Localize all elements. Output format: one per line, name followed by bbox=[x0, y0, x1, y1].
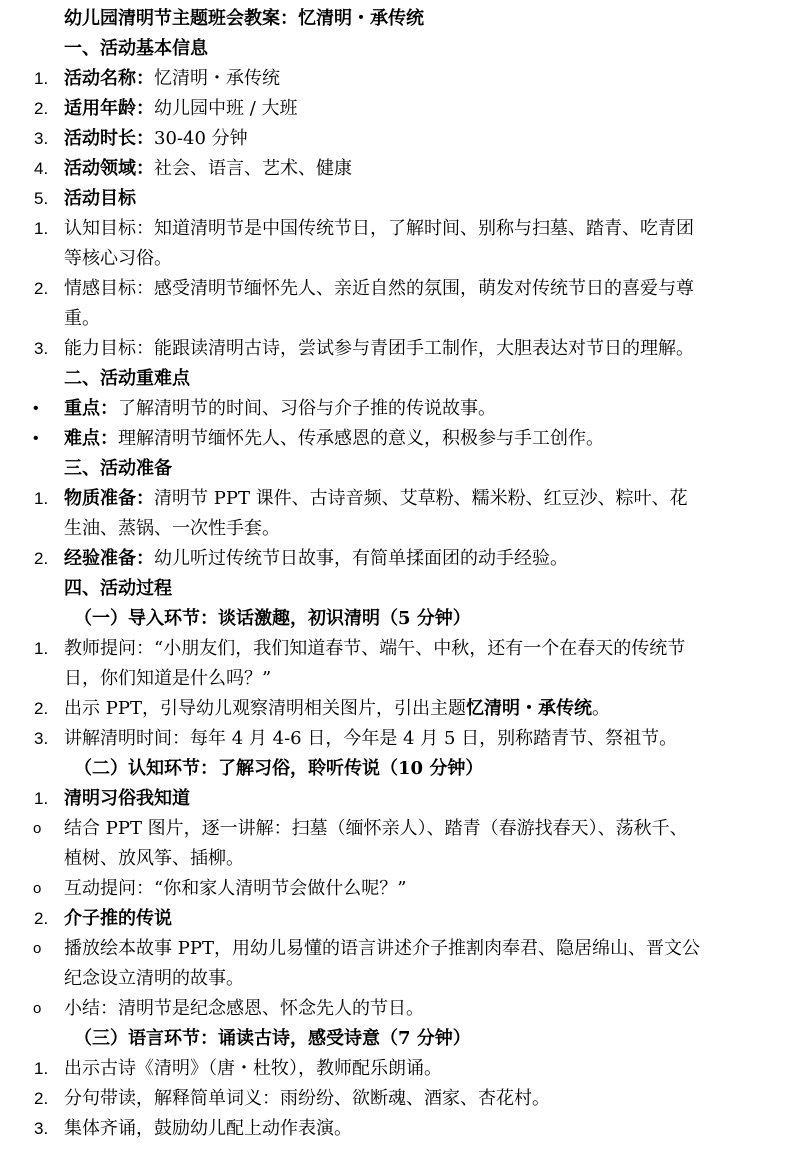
item-body: 认知目标：知道清明节是中国传统节日，了解时间、别称与扫墓、踏青、吃青团 bbox=[64, 218, 694, 239]
list-number: 1. bbox=[34, 69, 49, 88]
list-number: 4. bbox=[34, 159, 49, 178]
list-item bbox=[0, 334, 796, 364]
item-body: 集体齐诵，鼓励幼儿配上动作表演。 bbox=[64, 1118, 352, 1139]
subsection-text: （二）认知环节：了解习俗，聆听传说（10 分钟） bbox=[74, 758, 484, 779]
item-text bbox=[64, 424, 604, 454]
item-text bbox=[64, 814, 688, 844]
item-label: 重点： bbox=[64, 398, 118, 419]
item-body: 结合 PPT 图片，逐一讲解：扫墓（缅怀亲人）、踏青（春游找春天）、荡秋千、 bbox=[64, 818, 688, 839]
list-number: 3. bbox=[34, 339, 49, 358]
item-text bbox=[64, 664, 271, 694]
item-body: 社会、语言、艺术、健康 bbox=[154, 158, 352, 179]
circle-bullet-marker: o bbox=[33, 880, 42, 897]
item-text bbox=[64, 994, 424, 1024]
list-number: 3. bbox=[34, 729, 49, 748]
item-text bbox=[64, 484, 688, 514]
heading-text: 三、活动准备 bbox=[64, 458, 172, 479]
list-item bbox=[0, 904, 796, 934]
list-number: 1. bbox=[34, 1059, 49, 1078]
section-heading bbox=[0, 364, 796, 394]
list-item bbox=[0, 1054, 796, 1084]
list-item bbox=[0, 1084, 796, 1114]
list-item bbox=[0, 274, 796, 304]
list-number: 2. bbox=[34, 549, 49, 568]
list-number: 2. bbox=[34, 699, 49, 718]
item-text bbox=[64, 394, 496, 424]
item-text bbox=[64, 304, 100, 334]
list-number: 1. bbox=[34, 219, 49, 238]
circle-bullet-marker: o bbox=[33, 1000, 42, 1017]
section-heading bbox=[0, 454, 796, 484]
item-body: 分句带读，解释简单词义：雨纷纷、欲断魂、酒家、杏花村。 bbox=[64, 1088, 550, 1109]
list-number: 1. bbox=[34, 489, 49, 508]
item-body: 互动提问：“你和家人清明节会做什么呢？” bbox=[64, 878, 407, 899]
list-item-continuation bbox=[0, 664, 796, 694]
item-body: 纪念设立清明的故事。 bbox=[64, 968, 244, 989]
item-label: 物质准备： bbox=[64, 488, 154, 509]
list-item bbox=[0, 994, 796, 1024]
item-text bbox=[64, 184, 136, 214]
list-item-continuation bbox=[0, 244, 796, 274]
subsection-heading bbox=[0, 604, 796, 634]
list-item bbox=[0, 814, 796, 844]
list-item bbox=[0, 694, 796, 724]
item-label: 活动目标 bbox=[64, 188, 136, 209]
list-number: 2. bbox=[34, 279, 49, 298]
item-label: 经验准备： bbox=[64, 548, 154, 569]
item-body: 幼儿听过传统节日故事，有简单揉面团的动手经验。 bbox=[154, 548, 568, 569]
item-label: 适用年龄： bbox=[64, 98, 154, 119]
item-body: 出示古诗《清明》（唐・杜牧），教师配乐朗诵。 bbox=[64, 1058, 442, 1079]
item-label: 活动领域： bbox=[64, 158, 154, 179]
circle-bullet-marker: o bbox=[33, 940, 42, 957]
section-heading bbox=[0, 34, 796, 64]
item-body: 了解清明节的时间、习俗与介子推的传说故事。 bbox=[118, 398, 496, 419]
list-number: 3. bbox=[34, 129, 49, 148]
list-number: 2. bbox=[34, 1089, 49, 1108]
item-body: 生油、蒸锅、一次性手套。 bbox=[64, 518, 280, 539]
item-text bbox=[64, 214, 694, 244]
item-body: 日，你们知道是什么吗？” bbox=[64, 668, 272, 689]
item-text bbox=[64, 334, 694, 364]
item-text bbox=[64, 154, 352, 184]
list-number: 2. bbox=[34, 909, 49, 928]
item-text bbox=[64, 874, 406, 904]
circle-bullet-marker: o bbox=[33, 820, 42, 837]
list-item bbox=[0, 934, 796, 964]
item-text bbox=[64, 544, 568, 574]
item-tail: 。 bbox=[591, 698, 610, 719]
heading-text: 四、活动过程 bbox=[64, 578, 172, 599]
item-text bbox=[64, 694, 610, 724]
list-item bbox=[0, 394, 796, 424]
item-text bbox=[64, 1114, 352, 1144]
list-number: 5. bbox=[34, 189, 49, 208]
item-body: 教师提问：“小朋友们，我们知道春节、端午、中秋，还有一个在春天的传统节 bbox=[64, 638, 686, 659]
list-item bbox=[0, 184, 796, 214]
item-body: 30-40 分钟 bbox=[154, 128, 248, 149]
heading-text: 一、活动基本信息 bbox=[64, 38, 208, 59]
list-item bbox=[0, 94, 796, 124]
item-body: 讲解清明时间：每年 4 月 4-6 日，今年是 4 月 5 日，别称踏青节、祭祖节。 bbox=[64, 728, 678, 749]
list-item-continuation bbox=[0, 304, 796, 334]
subsection-text: （一）导入环节：谈话激趣，初识清明（5 分钟） bbox=[74, 608, 471, 629]
item-body: 播放绘本故事 PPT，用幼儿易懂的语言讲述介子推割肉奉君、隐居绵山、晋文公 bbox=[64, 938, 700, 959]
item-label: 介子推的传说 bbox=[64, 908, 172, 929]
section-heading bbox=[0, 574, 796, 604]
item-body: 出示 PPT，引导幼儿观察清明相关图片，引出主题 bbox=[64, 698, 466, 719]
item-text bbox=[64, 934, 700, 964]
item-body: 重。 bbox=[64, 308, 100, 329]
list-number: 3. bbox=[34, 1119, 49, 1138]
list-item bbox=[0, 544, 796, 574]
heading-text: 二、活动重难点 bbox=[64, 368, 190, 389]
item-body: 幼儿园中班 / 大班 bbox=[154, 98, 298, 119]
item-label: 活动名称： bbox=[64, 68, 154, 89]
item-body: 植树、放风筝、插柳。 bbox=[64, 848, 244, 869]
list-item-continuation bbox=[0, 844, 796, 874]
list-number: 2. bbox=[34, 99, 49, 118]
item-label: 活动时长： bbox=[64, 128, 154, 149]
item-text bbox=[64, 634, 685, 664]
item-label: 难点： bbox=[64, 428, 118, 449]
list-item bbox=[0, 214, 796, 244]
item-emphasis: 忆清明・承传统 bbox=[465, 698, 592, 719]
item-label: 清明习俗我知道 bbox=[64, 788, 190, 809]
list-item bbox=[0, 424, 796, 454]
item-text bbox=[64, 1054, 442, 1084]
item-text bbox=[64, 244, 172, 274]
item-text bbox=[64, 124, 248, 154]
item-text bbox=[64, 514, 280, 544]
item-body: 忆清明・承传统 bbox=[154, 68, 280, 89]
list-item bbox=[0, 784, 796, 814]
item-body: 理解清明节缅怀先人、传承感恩的意义，积极参与手工创作。 bbox=[118, 428, 604, 449]
document-title bbox=[0, 4, 796, 34]
item-text bbox=[64, 274, 694, 304]
item-text bbox=[64, 844, 244, 874]
list-number: 1. bbox=[34, 789, 49, 808]
bullet-marker: • bbox=[33, 430, 39, 447]
list-item bbox=[0, 484, 796, 514]
list-item bbox=[0, 1114, 796, 1144]
item-text bbox=[64, 94, 298, 124]
list-item bbox=[0, 154, 796, 184]
list-item-continuation bbox=[0, 514, 796, 544]
list-item bbox=[0, 64, 796, 94]
item-body: 等核心习俗。 bbox=[64, 248, 172, 269]
heading-text: 幼儿园清明节主题班会教案：忆清明・承传统 bbox=[64, 8, 424, 29]
item-text bbox=[64, 1084, 550, 1114]
list-item bbox=[0, 124, 796, 154]
subsection-heading bbox=[0, 1024, 796, 1054]
item-text bbox=[64, 964, 244, 994]
list-number: 1. bbox=[34, 639, 49, 658]
item-text bbox=[64, 724, 677, 754]
item-body: 清明节 PPT 课件、古诗音频、艾草粉、糯米粉、红豆沙、粽叶、花 bbox=[154, 488, 688, 509]
list-item bbox=[0, 874, 796, 904]
list-item bbox=[0, 634, 796, 664]
item-text bbox=[64, 904, 172, 934]
item-body: 小结：清明节是纪念感恩、怀念先人的节日。 bbox=[64, 998, 424, 1019]
item-body: 能力目标：能跟读清明古诗，尝试参与青团手工制作，大胆表达对节日的理解。 bbox=[64, 338, 694, 359]
list-item bbox=[0, 724, 796, 754]
item-text bbox=[64, 784, 190, 814]
subsection-heading bbox=[0, 754, 796, 784]
item-text bbox=[64, 64, 280, 94]
subsection-text: （三）语言环节：诵读古诗，感受诗意（7 分钟） bbox=[74, 1028, 471, 1049]
list-item-continuation bbox=[0, 964, 796, 994]
bullet-marker: • bbox=[33, 400, 39, 417]
item-body: 情感目标：感受清明节缅怀先人、亲近自然的氛围，萌发对传统节日的喜爱与尊 bbox=[64, 278, 694, 299]
